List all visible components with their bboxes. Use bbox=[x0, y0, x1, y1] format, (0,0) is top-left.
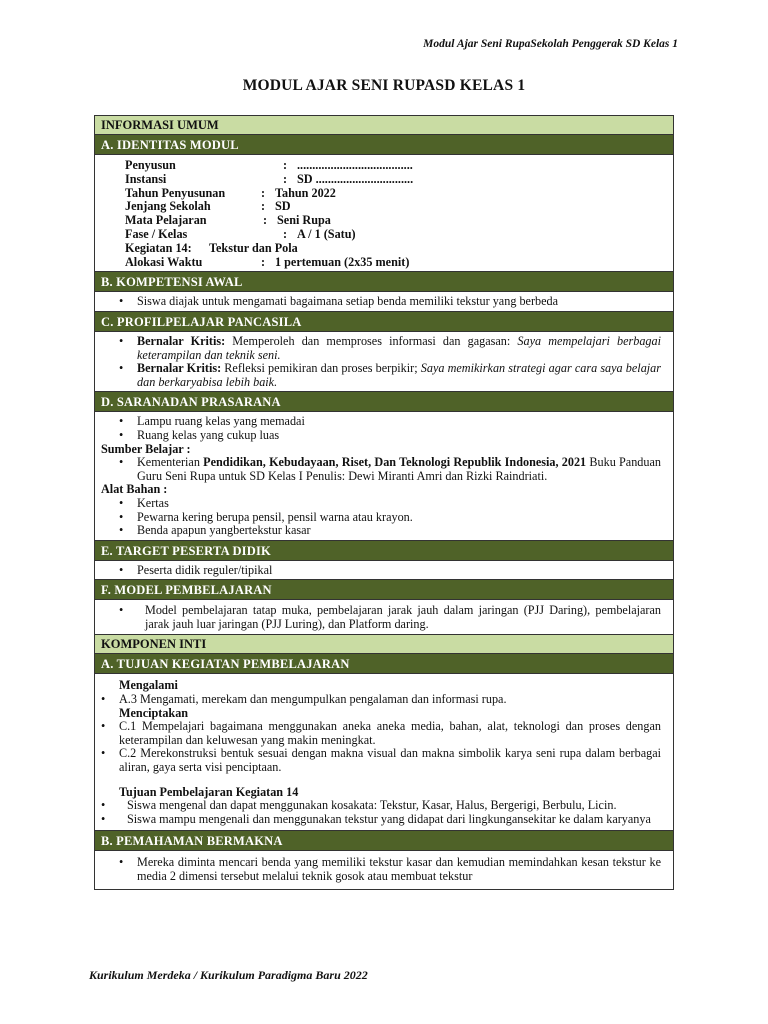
identitas-content bbox=[95, 155, 673, 272]
page-footer: Kurikulum Merdeka / Kurikulum Paradigma Baru 2022 bbox=[89, 968, 368, 982]
list-item-bold: Bernalar Kritis: bbox=[137, 333, 226, 348]
heading-target-peserta: E. TARGET PESERTA DIDIK bbox=[95, 541, 673, 561]
list-item bbox=[119, 524, 661, 538]
identitas-value: A / 1 (Satu) bbox=[297, 226, 356, 241]
sarana-content bbox=[95, 412, 673, 540]
list-item-text: Lampu ruang kelas yang memadai bbox=[137, 414, 305, 429]
bullet: • bbox=[119, 509, 124, 524]
identitas-value: 1 pertemuan (2x35 menit) bbox=[275, 254, 410, 269]
bullet: • bbox=[119, 603, 124, 618]
kompetensi-content bbox=[95, 292, 673, 312]
list-item bbox=[119, 511, 661, 525]
bullet: • bbox=[119, 455, 124, 470]
list-item bbox=[119, 429, 661, 443]
list-item bbox=[101, 747, 661, 774]
list-item-text: Siswa mengenal dan dapat menggunakan kosakata: Tekstur, Kasar, Halus, Bergerigi, Berbulu, Licin. bbox=[127, 798, 617, 813]
alat-bahan-label: Alat Bahan : bbox=[101, 482, 168, 497]
heading-identitas-modul: A. IDENTITAS MODUL bbox=[95, 135, 673, 155]
tujuan-14-label: Tujuan Pembelajaran Kegiatan 14 bbox=[119, 784, 299, 799]
identitas-row bbox=[125, 256, 673, 270]
bullet: • bbox=[101, 811, 106, 826]
list-item-text: Pewarna kering berupa pensil, pensil warna atau krayon. bbox=[137, 509, 413, 524]
tujuan-content bbox=[95, 674, 673, 831]
list-item-text bbox=[137, 362, 661, 389]
bullet: • bbox=[119, 294, 124, 309]
list-item bbox=[119, 456, 661, 483]
identitas-sep: : bbox=[261, 254, 266, 269]
identitas-value: Tekstur dan Pola bbox=[209, 240, 298, 255]
list-item bbox=[119, 497, 661, 511]
list-item-text: Ruang kelas yang cukup luas bbox=[137, 427, 280, 442]
bullet: • bbox=[119, 562, 124, 577]
identitas-value: SD ................................ bbox=[297, 171, 414, 186]
heading-profil-pelajar: C. PROFILPELAJAR PANCASILA bbox=[95, 312, 673, 332]
list-item-bold: Bernalar Kritis: bbox=[137, 361, 222, 376]
identitas-row bbox=[125, 173, 673, 187]
list-item-text: C.2 Merekonstruksi bentuk sesuai dengan makna visual dan makna simbolik karya seni rupa dalam berbagai aliran, gaya serta visi penciptaan. bbox=[119, 746, 661, 775]
bullet: • bbox=[101, 719, 106, 734]
identitas-label: Mata Pelajaran bbox=[125, 213, 207, 228]
bullet: • bbox=[119, 414, 124, 429]
sumber-normal: Buku Panduan Guru Seni Rupa untuk SD Kelas I Penulis: Dewi Miranti Amri dan Rizki Raindriati. bbox=[137, 455, 661, 483]
list-item bbox=[119, 335, 661, 362]
pemahaman-content bbox=[95, 851, 673, 888]
identitas-value: SD bbox=[275, 199, 291, 214]
list-item-normal: Refleksi pemikiran dan proses berpikir; bbox=[221, 361, 421, 376]
section-komponen-inti: KOMPONEN INTI bbox=[95, 635, 673, 654]
document-title: MODUL AJAR SENI RUPASD KELAS 1 bbox=[242, 77, 526, 94]
mengalami-label: Mengalami bbox=[119, 678, 178, 693]
identitas-value: ...................................... bbox=[297, 158, 413, 172]
heading-pemahaman-bermakna: B. PEMAHAMAN BERMAKNA bbox=[95, 831, 673, 851]
identitas-row bbox=[125, 200, 673, 214]
list-item-text bbox=[137, 335, 661, 362]
identitas-label: Alokasi Waktu bbox=[125, 254, 203, 269]
identitas-sep: : bbox=[283, 171, 288, 186]
list-item-text: Mereka diminta mencari benda yang memiliki tekstur kasar dan kemudian memindahkan kesan tekstur ke media 2 dimensi tersebut melalui teknik gosok atau membuat tekstur bbox=[137, 855, 661, 883]
module-table bbox=[94, 115, 674, 890]
section-informasi-umum: INFORMASI UMUM bbox=[95, 116, 673, 135]
list-item-italic: Saya memikirkan strategi agar cara saya belajar dan berkaryabisa lebih baik. bbox=[137, 361, 662, 389]
bullet: • bbox=[119, 333, 124, 348]
heading-sarana-prasarana: D. SARANADAN PRASARANA bbox=[95, 392, 673, 412]
bullet: • bbox=[119, 523, 124, 538]
model-content bbox=[95, 600, 673, 635]
list-item bbox=[101, 693, 661, 707]
identitas-row bbox=[125, 242, 673, 256]
identitas-sep: : bbox=[283, 226, 288, 241]
list-item bbox=[119, 295, 661, 309]
identitas-sep: : bbox=[263, 213, 268, 228]
list-item bbox=[119, 362, 661, 389]
list-item bbox=[119, 415, 661, 429]
identitas-label: Penyusun bbox=[125, 158, 176, 172]
heading-tujuan-kegiatan: A. TUJUAN KEGIATAN PEMBELAJARAN bbox=[95, 654, 673, 674]
list-item bbox=[101, 813, 661, 827]
identitas-sep: : bbox=[261, 185, 266, 200]
list-item bbox=[101, 720, 661, 747]
target-content bbox=[95, 561, 673, 581]
profil-content bbox=[95, 332, 673, 392]
identitas-row bbox=[125, 159, 673, 173]
identitas-label: Jenjang Sekolah bbox=[125, 199, 211, 214]
sumber-normal: Kementerian bbox=[137, 455, 204, 470]
identitas-value: Tahun 2022 bbox=[275, 185, 336, 200]
identitas-row bbox=[125, 187, 673, 201]
identitas-sep: : bbox=[261, 199, 266, 214]
list-item bbox=[119, 604, 661, 631]
list-item-text: Benda apapun yangbertekstur kasar bbox=[137, 523, 311, 538]
menciptakan-label: Menciptakan bbox=[119, 705, 189, 720]
identitas-row bbox=[125, 228, 673, 242]
sumber-belajar-label: Sumber Belajar : bbox=[101, 441, 191, 456]
list-item bbox=[119, 856, 661, 883]
list-item-text: C.1 Mempelajari bagaimana menggunakan aneka aneka media, bahan, alat, teknologi dan proses dengan keterampilan dan keluwesan yang makin meningkat. bbox=[119, 719, 661, 747]
list-item bbox=[101, 799, 661, 813]
identitas-label: Fase / Kelas bbox=[125, 226, 188, 241]
list-item-text: Siswa diajak untuk mengamati bagaimana setiap benda memiliki tekstur yang berbeda bbox=[137, 294, 559, 309]
list-item-text bbox=[137, 456, 661, 483]
list-item-italic: Saya mempelajari berbagai keterampilan dan teknik seni. bbox=[137, 333, 661, 362]
list-item-text: Siswa mampu mengenali dan menggunakan tekstur yang didapat dari lingkungansekitar ke dalam karyanya bbox=[127, 811, 651, 826]
list-item bbox=[119, 564, 661, 578]
identitas-value: Seni Rupa bbox=[277, 213, 331, 228]
list-item-text: Peserta didik reguler/tipikal bbox=[137, 562, 273, 577]
heading-model-pembelajaran: F. MODEL PEMBELAJARAN bbox=[95, 580, 673, 600]
identitas-label: Instansi bbox=[125, 171, 167, 186]
bullet: • bbox=[101, 746, 106, 761]
list-item-text: Kertas bbox=[137, 495, 169, 510]
bullet: • bbox=[119, 855, 124, 870]
heading-kompetensi-awal: B. KOMPETENSI AWAL bbox=[95, 272, 673, 292]
list-item-normal: Memperoleh dan memproses informasi dan gagasan: bbox=[225, 333, 518, 348]
identitas-label: Kegiatan 14: bbox=[125, 240, 192, 255]
bullet: • bbox=[101, 692, 106, 707]
list-item-text: Model pembelajaran tatap muka, pembelajaran jarak jauh dalam jaringan (PJJ Daring), pembelajaran jarak jauh luar jaringan (PJJ Luring), dan Platform daring. bbox=[145, 603, 661, 631]
bullet: • bbox=[119, 427, 124, 442]
list-item-text: A.3 Mengamati, merekam dan mengumpulkan pengalaman dan informasi rupa. bbox=[119, 692, 507, 707]
sumber-bold: Pendidikan, Kebudayaan, Riset, Dan Teknologi Republik Indonesia, 2021 bbox=[203, 455, 587, 470]
identitas-row bbox=[125, 214, 673, 228]
bullet: • bbox=[119, 361, 124, 376]
identitas-sep: : bbox=[283, 158, 288, 172]
bullet: • bbox=[119, 495, 124, 510]
bullet: • bbox=[101, 798, 106, 813]
page-header: Modul Ajar Seni RupaSekolah Penggerak SD Kelas 1 bbox=[423, 38, 678, 50]
identitas-label: Tahun Penyusunan bbox=[125, 185, 226, 200]
